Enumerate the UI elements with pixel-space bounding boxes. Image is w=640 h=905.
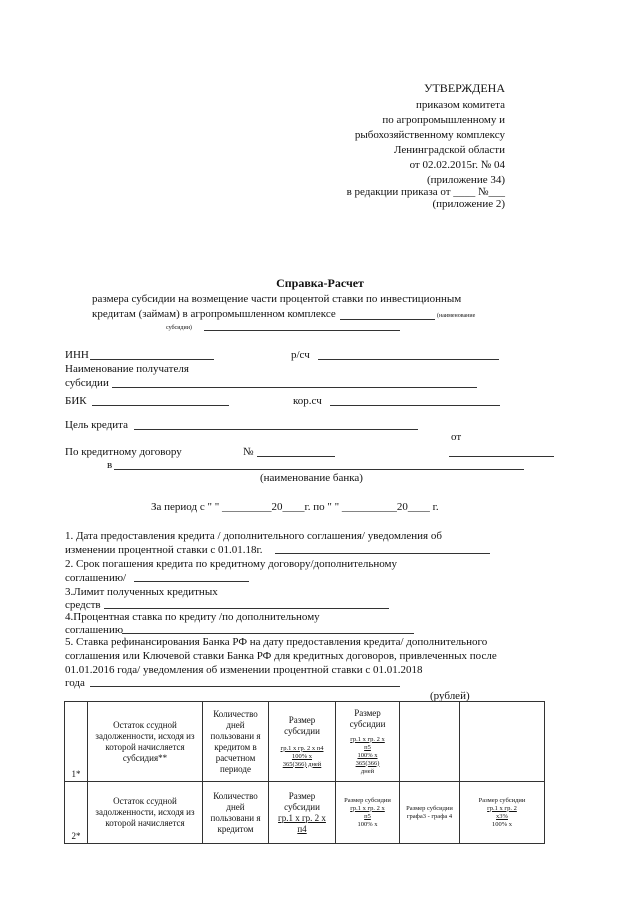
cell-subsidy-p4: [269, 782, 336, 844]
approval-line: рыбохозяйственному комплексу: [354, 129, 505, 141]
cell-subsidy-p4: [269, 702, 336, 782]
rs-field[interactable]: [318, 359, 499, 360]
heading-line: кредитам (займам) в агропромышленном комплексе: [92, 308, 336, 320]
ks-field[interactable]: [330, 405, 500, 406]
cell-title: Размер субсидии: [284, 714, 320, 736]
approval-line: (приложение 2): [432, 198, 505, 210]
item-1: 1. Дата предоставления кредита / дополнительного соглашения/ уведомления об: [65, 530, 442, 542]
cell-title: Размер субсидии: [284, 790, 320, 812]
approval-line: от 02.02.2015г. № 04: [409, 159, 505, 171]
cell-subsidy-p5: [336, 782, 400, 844]
contract-label: По кредитному договору: [65, 446, 182, 458]
bik-label: БИК: [65, 395, 87, 407]
row-number: 1*: [65, 702, 88, 782]
approval-line: по агропромышленному и: [382, 114, 505, 126]
rs-label: р/сч: [291, 349, 310, 361]
formula: дней: [360, 767, 375, 775]
formula: 365(366): [355, 759, 380, 767]
recipient-label: Наименование получателя: [65, 363, 189, 375]
cell-empty: [400, 702, 460, 782]
formula: 100% х: [491, 820, 513, 828]
formula: п5: [364, 812, 371, 820]
item-3: средств: [65, 599, 101, 611]
item-2: соглашению/: [65, 572, 127, 584]
currency-note: (рублей): [430, 690, 470, 702]
item-5: 01.01.2016 года/ уведомления об изменении процентной ставки с 01.01.2018: [65, 664, 423, 676]
contract-number-field[interactable]: [257, 456, 335, 457]
approval-line: приказом комитета: [415, 99, 505, 111]
contract-date-field[interactable]: [449, 456, 554, 457]
document-title: Справка-Расчет: [276, 276, 364, 290]
period-line: За период с " " _________20____г. по " " __________20____ г.: [151, 501, 439, 513]
formula: гр.1 х гр. 2 х: [350, 804, 385, 812]
cell-days: Количество дней пользовани я кредитом: [203, 782, 269, 844]
cell-title: Размер субсидии: [406, 804, 453, 812]
item-5: года: [65, 677, 85, 689]
cell-empty: [460, 702, 545, 782]
cell-days: Количество дней пользовани я кредитом в расчетном периоде: [203, 702, 269, 782]
formula: гр.1 х гр. 2 х п4: [280, 744, 324, 752]
purpose-label: Цель кредита: [65, 419, 128, 431]
item-3: 3.Лимит полученных кредитных: [65, 586, 218, 598]
recipient-field[interactable]: [112, 387, 477, 388]
bank-field[interactable]: [114, 469, 524, 470]
bik-field[interactable]: [92, 405, 229, 406]
subsidy-table: [64, 701, 545, 844]
recipient-label: субсидии: [65, 377, 109, 389]
formula: графа3 - графа 4: [406, 812, 453, 820]
cell-subsidy-diff: [400, 782, 460, 844]
heading-note: (наименование: [437, 313, 476, 319]
formula: п5: [364, 743, 371, 751]
formula: гр.1 х гр. 2 х: [350, 735, 385, 743]
item-5: соглашения или Ключевой ставки Банка РФ для кредитных договоров, привлеченных после: [65, 650, 497, 662]
formula: 100% х: [357, 820, 378, 828]
item-5: 5. Ставка рефинансирования Банка РФ на дату предоставления кредита/ дополнительного: [65, 636, 488, 648]
cell-subsidy-3pct: [460, 782, 545, 844]
heading-line: размера субсидии на возмещение части процентой ставки по инвестиционным: [92, 293, 462, 305]
row-number: 2*: [65, 782, 88, 844]
formula: 100% х: [357, 751, 378, 759]
from-label: от: [451, 431, 462, 443]
approval-line: в редакции приказа от ____ №___: [346, 186, 505, 198]
table-row: [65, 702, 545, 782]
formula: п4: [297, 823, 307, 834]
approval-line: (приложение 34): [426, 174, 505, 186]
cell-balance: Остаток ссудной задолженности, исходя из которой начисляется субсидия**: [88, 702, 203, 782]
bank-prefix: в: [107, 459, 113, 471]
cell-balance: Остаток ссудной задолженности, исходя из которой начисляется: [88, 782, 203, 844]
inn-label: ИНН: [65, 349, 89, 361]
heading-note: субсидии): [166, 325, 192, 331]
item-1: изменении процентной ставки с 01.01.18г.: [65, 544, 263, 556]
purpose-field[interactable]: [134, 429, 418, 430]
item-4: 4.Процентная ставка по кредиту /по дополнительному: [65, 611, 320, 623]
approval-title: УТВЕРЖДЕНА: [423, 81, 505, 95]
cell-subsidy-p5: [336, 702, 400, 782]
cell-title: Размер субсидии: [344, 796, 391, 804]
formula: 100% х: [291, 752, 313, 760]
cell-title: Размер субсидии: [478, 796, 526, 804]
inn-field[interactable]: [90, 359, 214, 360]
number-label: №: [243, 446, 254, 458]
formula: 365(366) дней: [282, 760, 322, 768]
formula: гр.1 х гр. 2: [487, 804, 517, 812]
item-2: 2. Срок погашения кредита по кредитному договору/дополнительному: [65, 558, 397, 570]
approval-line: Ленинградской области: [394, 144, 505, 156]
table-row: [65, 782, 545, 844]
formula: х3%: [496, 812, 508, 820]
formula: гр.1 х гр. 2 х: [278, 812, 326, 823]
cell-title: Размер субсидии: [349, 707, 386, 729]
item-4: соглашению: [65, 624, 124, 636]
ks-label: кор.сч: [293, 395, 322, 407]
bank-caption: (наименование банка): [260, 472, 363, 484]
